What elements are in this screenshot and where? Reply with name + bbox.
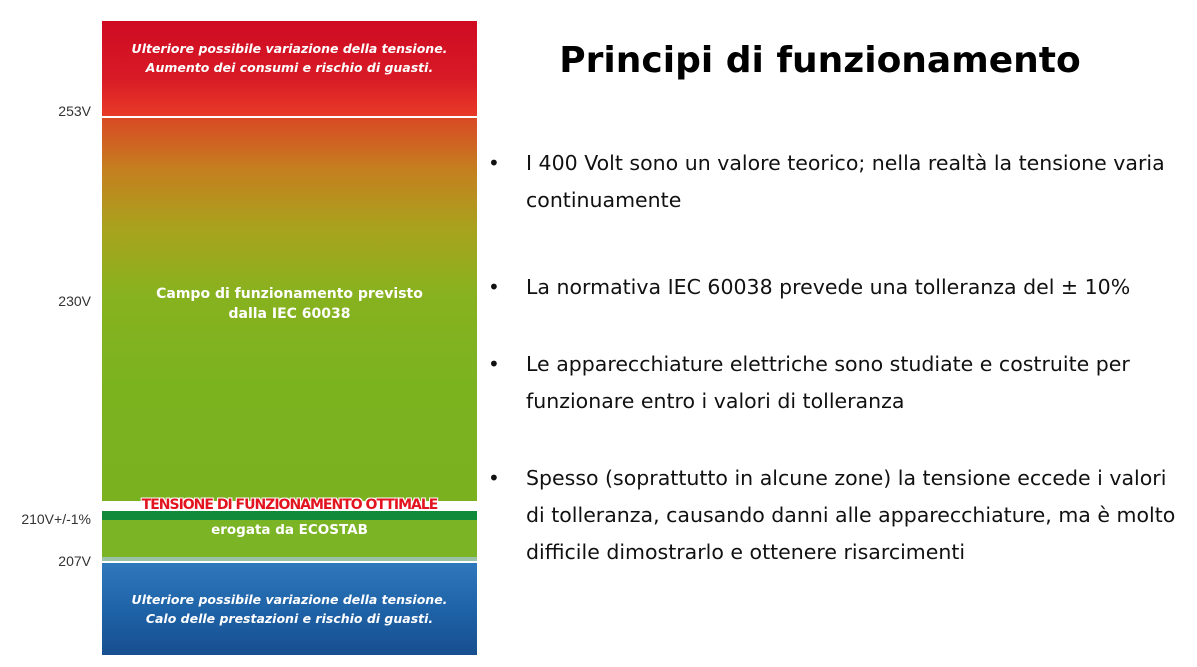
bullet-list (486, 145, 1186, 571)
ecostab-label: erogata da ECOSTAB (211, 522, 368, 538)
bullet-text: Spesso (soprattutto in alcune zone) la tensione eccede i valori di tolleranza, causando danni alle apparecchiature, ma è molto difficile dimostrarlo e ottenere risarcimenti (526, 466, 1176, 564)
over-voltage-note-line1: Ulteriore possibile variazione della tensione. (131, 41, 448, 56)
nominal-range-label-line1: Campo di funzionamento previsto (156, 286, 423, 302)
over-voltage-note (102, 39, 477, 77)
bullet-text: Le apparecchiature elettriche sono studiate e costruite per funzionare entro i valori di tolleranza (526, 352, 1130, 413)
under-voltage-note-line2: Calo delle prestazioni e rischio di guasti. (145, 611, 434, 626)
list-item (486, 269, 1186, 306)
list-item (486, 346, 1186, 420)
bullet-icon: • (488, 352, 500, 376)
bullet-icon: • (488, 466, 500, 490)
nominal-range-zone (102, 118, 477, 558)
under-voltage-note-line1: Ulteriore possibile variazione della tensione. (131, 592, 448, 607)
list-item (486, 145, 1186, 219)
over-voltage-zone (102, 21, 477, 116)
over-voltage-note-line2: Aumento dei consumi e rischio di guasti. (145, 60, 434, 75)
nominal-range-label-line2: dalla IEC 60038 (228, 306, 351, 322)
label-207v: 207V (58, 553, 91, 569)
nominal-range-label (102, 284, 477, 324)
bullet-text: La normativa IEC 60038 prevede una tolleranza del ± 10% (526, 275, 1131, 299)
under-voltage-note (102, 590, 477, 628)
label-210v: 210V+/-1% (21, 511, 91, 527)
label-230v: 230V (58, 293, 91, 309)
list-item (486, 460, 1186, 571)
label-253v: 253V (58, 103, 91, 119)
bullet-icon: • (488, 275, 500, 299)
bullet-text: I 400 Volt sono un valore teorico; nella realtà la tensione varia continuamente (526, 151, 1165, 212)
voltage-range-bar (102, 21, 477, 655)
under-voltage-zone (102, 563, 477, 655)
bullet-icon: • (488, 151, 500, 175)
optimal-voltage-label: TENSIONE DI FUNZIONAMENTO OTTIMALE (141, 497, 438, 513)
page-title: Principi di funzionamento (559, 40, 1081, 81)
